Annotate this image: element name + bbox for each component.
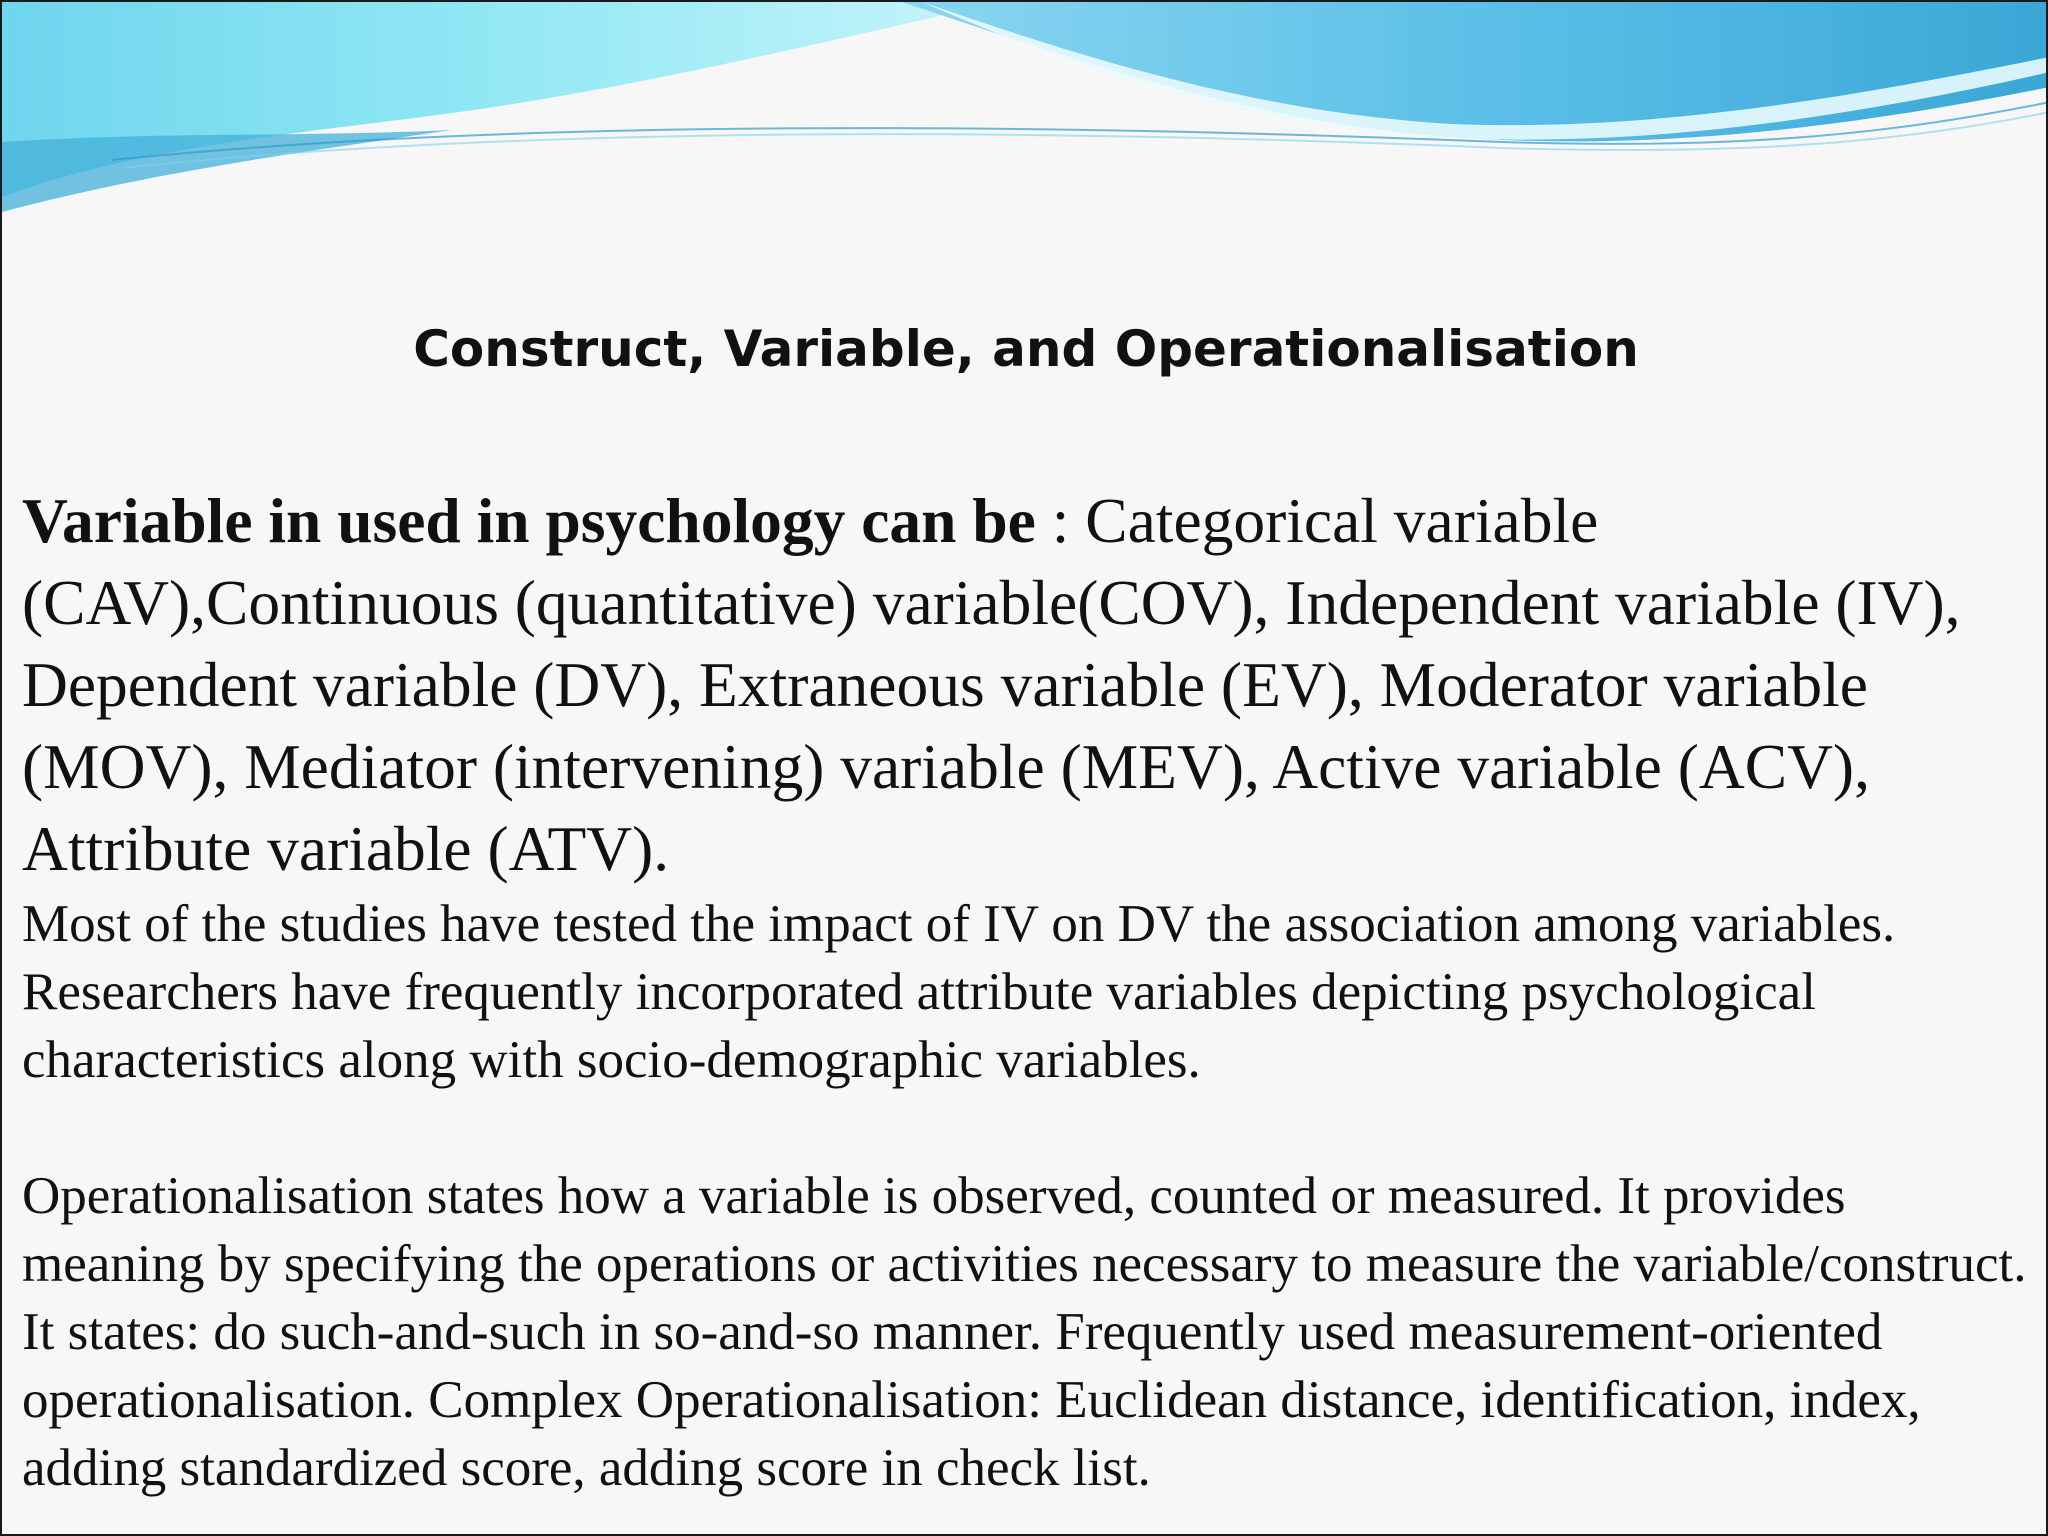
- paragraph-studies: Most of the studies have tested the impact of IV on DV the association among variables. Researchers have frequently incorporated attribute variables depicting psychological characteristics along with socio-demographic variables.: [22, 895, 1896, 1089]
- wave-band-right: [902, 2, 2048, 141]
- paragraph-spacer: [22, 1094, 2037, 1162]
- wave-header-decoration: [2, 2, 2048, 242]
- slide-body: [22, 480, 2037, 1502]
- paragraph-variable-list: : Categorical variable (CAV),Continuous (quantitative) variable(COV), Independent variable (IV), Dependent variable (DV), Extraneous variable (EV), Moderator variable (MOV), Mediator (intervening) variable (MEV), Active variable (ACV), Attribute variable (ATV).: [22, 485, 1961, 884]
- paragraph-variable-types: [22, 480, 2037, 890]
- wave-swoosh-left: [2, 130, 452, 212]
- paragraph-operationalisation: Operationalisation states how a variable is observed, counted or measured. It provides meaning by specifying the operations or activities necessary to measure the variable/construct. It states: do such-and-such in so-and-so manner. Frequently used measurement-oriented operationalisation. Complex Operationalisation: Euclidean distance, identification, index, adding standardized score, adding score in check list.: [22, 1167, 2027, 1497]
- paragraph-lead: Variable in used in psychology can be: [22, 485, 1036, 556]
- slide-title: Construct, Variable, and Operationalisation: [413, 320, 1639, 378]
